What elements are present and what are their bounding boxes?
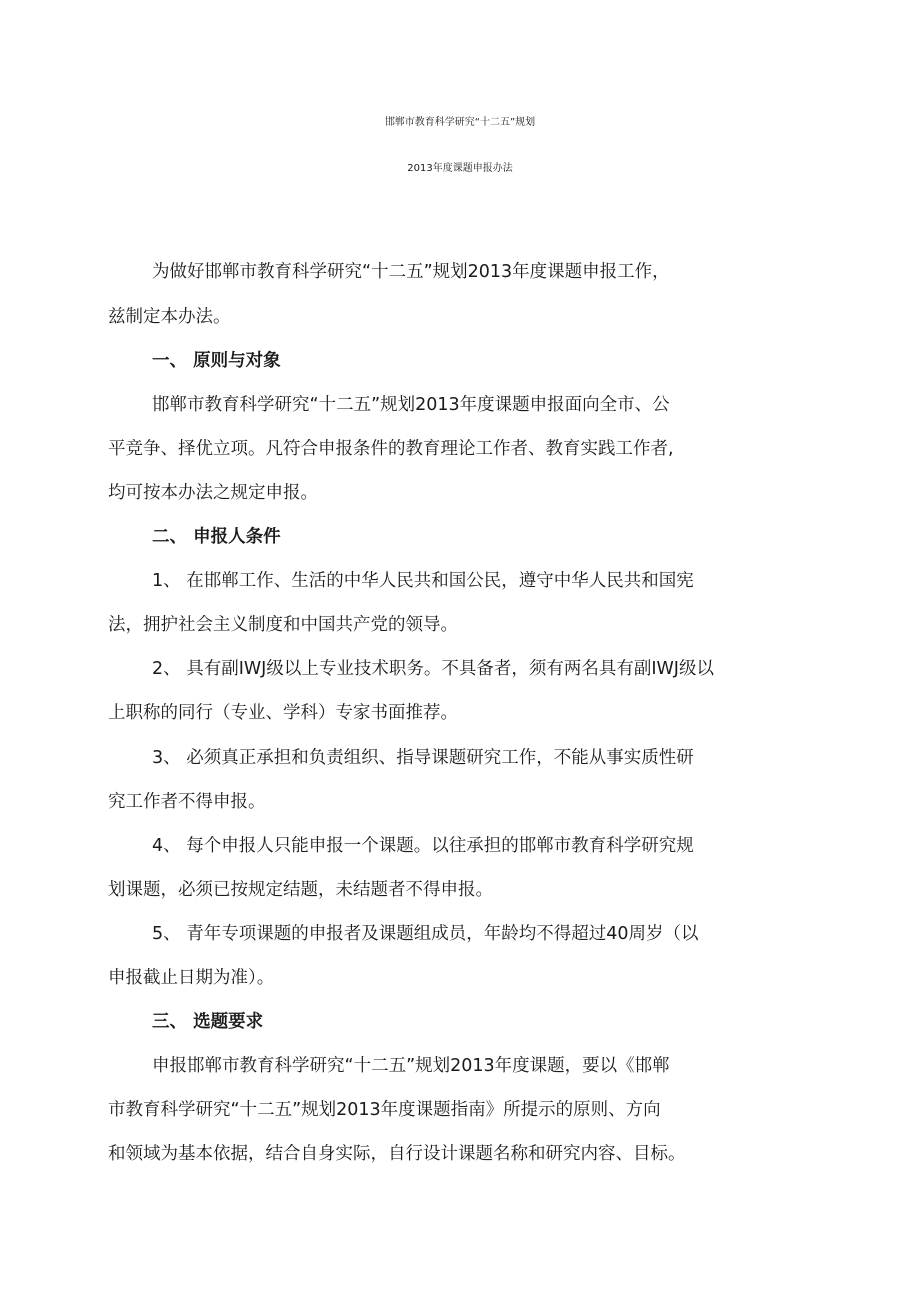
intro-line-2: 兹制定本办法。: [108, 307, 231, 327]
condition-4-line-2: 划课题，必须已按规定结题，未结题者不得申报。: [108, 880, 493, 900]
principles-line-3: 均可按本办法之规定申报。: [108, 483, 318, 503]
condition-3-line-2: 究工作者不得申报。: [108, 792, 266, 812]
principles-line-1: 邯郸市教育科学研究“十二五”规划2013年度课题申报面向全市、公: [152, 395, 670, 415]
section-heading-topic-requirements: 三、 选题要求: [152, 1012, 264, 1032]
topic-line-1: 申报邯郸市教育科学研究“十二五”规划2013年度课题，要以《邯郸: [152, 1056, 670, 1076]
topic-line-3: 和领域为基本依据，结合自身实际，自行设计课题名称和研究内容、目标。: [108, 1144, 686, 1164]
document-title-line1: 邯郸市教育科学研究“十二五”规划: [384, 117, 536, 128]
section-heading-applicant-conditions: 二、 申报人条件: [152, 527, 281, 547]
document-title-line2: 2013年度课题申报办法: [407, 163, 513, 174]
condition-5-line-1: 5、 青年专项课题的申报者及课题组成员，年龄均不得超过40周岁（以: [152, 924, 699, 944]
topic-line-2: 市教育科学研究“十二五”规划2013年度课题指南》所提示的原则、方向: [108, 1100, 661, 1120]
condition-2-line-1: 2、 具有副IWJ级以上专业技术职务。不具备者，须有两名具有副IWJ级以: [152, 659, 714, 679]
condition-1-line-2: 法，拥护社会主义制度和中国共产党的领导。: [108, 615, 458, 635]
condition-2-line-2: 上职称的同行（专业、学科）专家书面推荐。: [108, 703, 458, 723]
section-heading-principles: 一、 原则与对象: [152, 351, 281, 371]
condition-4-line-1: 4、 每个申报人只能申报一个课题。以往承担的邯郸市教育科学研究规: [152, 836, 694, 856]
condition-5-line-2: 申报截止日期为准）。: [108, 968, 275, 988]
intro-line-1: 为做好邯郸市教育科学研究“十二五”规划2013年度课题申报工作，: [152, 262, 670, 282]
condition-3-line-1: 3、 必须真正承担和负责组织、指导课题研究工作，不能从事实质性研: [152, 748, 694, 768]
condition-1-line-1: 1、 在邯郸工作、生活的中华人民共和国公民，遵守中华人民共和国宪: [152, 571, 694, 591]
principles-line-2: 平竞争、择优立项。凡符合申报条件的教育理论工作者、教育实践工作者,: [108, 439, 674, 459]
